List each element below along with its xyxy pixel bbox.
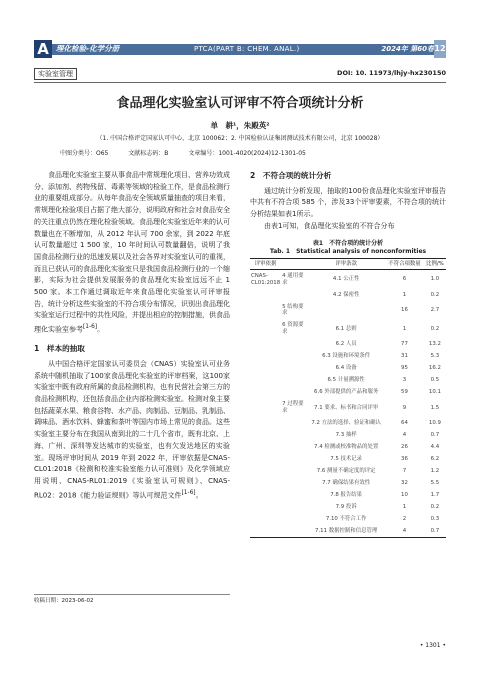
percent-cell: 5.3 (430, 353, 440, 360)
table-row (250, 363, 446, 375)
group-cell (281, 477, 307, 489)
count-cell: 3 (402, 377, 407, 384)
basis-cell (250, 375, 281, 387)
count-cell: 4 (402, 527, 407, 534)
percent-cell: 0.2 (430, 503, 440, 510)
clause-cell: 6.6 外部提供的产品和服务 (314, 389, 379, 396)
journal-english-name: PTCA(PART B: CHEM. ANAL.) (194, 45, 300, 53)
count-cell: 1 (402, 325, 407, 332)
clause-cell: 7.2 方法的选择、验证和确认 (311, 419, 381, 426)
count-cell: 59 (401, 389, 408, 396)
group-cell (281, 489, 307, 501)
citation: [1-6] (83, 324, 98, 331)
clause-cell: 7.6 测量不确定度的评定 (316, 467, 376, 474)
paper-title: 食品理化实验室认可评审不符合项统计分析 (116, 96, 364, 111)
group-cell (281, 351, 307, 363)
count-cell: 10 (401, 491, 408, 498)
count-cell: 1 (402, 291, 407, 298)
affiliation: （1. 中国合格评定国家认可中心，北京 100062；2. 中国检验认证集团测试技术有限公司，北京 100028） (96, 135, 384, 142)
group-cell (281, 513, 307, 525)
basis-cell (250, 363, 281, 375)
table-row (250, 399, 446, 418)
page-number: • 1301 • (419, 642, 446, 649)
clause-cell: 7.8 报告结果 (330, 491, 363, 498)
percent-cell: 0.3 (430, 515, 440, 522)
stats-paragraph: 通过统计分析发现，抽取的100份食品理化实验室评审报告中共有不符合项 585 个，涉及33个评审要素，不符合项的统计分析结果如表1所示。 (250, 186, 446, 219)
citation: [1-6] (181, 489, 196, 496)
clause-cell: 7.1 要求、标书和合同评审 (314, 404, 379, 411)
count-cell: 7 (402, 467, 407, 474)
journal-name: 理化检验-化学分册 (56, 44, 120, 53)
table-row (250, 387, 446, 399)
percent-cell: 0.2 (430, 325, 440, 332)
table-row (250, 453, 446, 465)
count-cell: 95 (401, 365, 408, 372)
sample-paragraph: 从中国合格评定国家认可委员会（CNAS）实验室认可业务系统中随机抽取了100家食品理化实验室的评审档案，这100家实验室中既有政府所属的食品检测机构，也有民营社会第三方的食品检测机构，还包括食品企业内部检测实验室。检测对象主要包括蔬菜水果、粮食谷物、水产品、肉制品、豆制品、乳制品、调味品、酒水饮料、蜂蜜和茶叶等国内市场上常见的食品。这些实验室主要分布在我国从南到北的二十几个省市，既有北京、上海、广州、深圳等发达城市的实验室，也有欠发达地区的实验室。现场评审时间从 2019 年到 2022 年，评审依据是CNAS-CL01:2018《检测和校准实验室能力认可准则》及化学领域应用说明、CNAS-RL01:2019《实验室认可规则》、CNAS-RL02：2018《能力验证规则》等认可规范文件[1-6]。 (34, 359, 230, 499)
group-cell (281, 339, 307, 351)
basis-cell (250, 525, 281, 537)
percent-cell: 1.0 (430, 276, 440, 283)
table-row (250, 465, 446, 477)
section-heading-2: 2 不符合项的统计分析 (250, 171, 332, 180)
basis-cell (250, 289, 281, 301)
table-row (250, 351, 446, 363)
header-rule (34, 82, 446, 83)
percent-cell: 2.7 (430, 307, 440, 314)
clause-cell: 4.2 保密性 (332, 291, 360, 298)
basis-cell: CNAS-CL01:2018 (251, 272, 281, 286)
group-cell (281, 417, 307, 429)
group-cell (281, 363, 307, 375)
header-count: 不符合项数量 (388, 260, 421, 267)
count-cell: 31 (401, 353, 408, 360)
count-cell: 36 (401, 455, 408, 462)
percent-cell: 0.7 (430, 431, 440, 438)
count-cell: 2 (402, 515, 407, 522)
page-tab: 12 (434, 40, 446, 58)
clause-cell: 7.4 检测或校准物品的处置 (314, 443, 379, 450)
clause-cell: 6.1 总则 (335, 325, 357, 332)
table-row (250, 301, 446, 320)
basis-cell (250, 513, 281, 525)
clause-cell: 7.11 数据控制和信息管理 (315, 527, 378, 534)
table-row (250, 320, 446, 339)
group-cell (281, 453, 307, 465)
clause-cell: 7.5 技术记录 (330, 455, 363, 462)
percent-cell: 10.1 (428, 389, 441, 396)
table-row (250, 441, 446, 453)
table-row (250, 513, 446, 525)
analysis-paragraph: 由表1可知，食品理化实验室的不符合分布 (264, 221, 395, 230)
left-column (34, 170, 230, 502)
count-cell: 77 (401, 341, 408, 348)
basis-cell (250, 489, 281, 501)
basis-cell (250, 441, 281, 453)
intro-paragraph: 食品理化实验室主要从事食品中常规理化项目、营养功效成分、添加剂、药物残留、毒素等领域的检验工作，是食品检测行业的重要组成部分。从每年食品安全领域质量抽查的项目来看，常规理化检验项目占据了绝大部分，说明政府和社会对食品安全的关注重点仍然在理化检验领域。食品理化实验室近年来的认可数量也在不断增加，从 2012 年认可 700 余家，到 2022 年底认可数量超过 1 500 家，10 年时间认可数量翻倍，说明了我国食品检测行业的迅速发展以及社会各界对实验室认可的重视，而且已获认可的食品理化实验室只是我国食品检测行业的一个缩影，实际为社会提供发展服务的食品理化实验室远远不止 1 500 家。本工作通过调取近年来食品理化实验室认可评审报告，统计分析这些实验室的不符合项分布情况，识别出食品理化实验室运行过程中的共性风险，并提出相应的控制措施，供食品理化实验室参考[1-6]。 (34, 171, 230, 334)
header-basis: 评审依据 (254, 260, 277, 267)
count-cell: 32 (401, 479, 408, 486)
group-cell: 6 资源要求 (282, 322, 304, 336)
count-cell: 26 (401, 443, 408, 450)
basis-cell (250, 301, 281, 320)
percent-cell: 1.7 (430, 491, 440, 498)
table-row (250, 289, 446, 301)
received-date: 收稿日期：2023-06-02 (34, 594, 230, 605)
authors: 单 耕¹，朱殿英² (210, 121, 270, 130)
right-column (250, 170, 446, 538)
group-cell (281, 501, 307, 513)
percent-cell: 10.9 (428, 419, 441, 426)
section-heading-1: 1 样本的抽取 (34, 344, 85, 354)
clause-cell: 7.9 投诉 (335, 503, 357, 510)
count-cell: 9 (402, 404, 407, 411)
clause-cell: 7.7 确保结果有效性 (322, 479, 371, 486)
doi: DOI: 10. 11973/lhjy-hx230150 (337, 69, 446, 77)
clc-number: 中图分类号：O65 (60, 150, 109, 157)
table-row (250, 270, 446, 289)
header-group (281, 258, 307, 270)
clause-cell: 7.10 不符合工作 (325, 515, 367, 522)
basis-cell (250, 465, 281, 477)
table-row (250, 489, 446, 501)
table-caption-cn: 表1 不符合项的统计分析 (312, 239, 384, 247)
article-number: 文章编号：1001-4020(2024)12-1301-05 (188, 150, 306, 157)
header-clause: 评审条款 (335, 260, 357, 267)
clause-cell (307, 301, 385, 320)
basis-cell (250, 399, 281, 418)
group-cell (281, 465, 307, 477)
basis-cell (250, 387, 281, 399)
clause-cell: 6.4 设备 (335, 365, 357, 372)
percent-cell: 0.5 (430, 377, 440, 384)
percent-cell: 13.2 (428, 341, 441, 348)
document-code: 文献标志码：B (128, 150, 169, 157)
table-row (250, 339, 446, 351)
group-cell: 5 结构要求 (282, 303, 304, 317)
basis-cell (250, 351, 281, 363)
group-cell (281, 441, 307, 453)
header-percent: 比例/% (426, 260, 444, 267)
count-cell: 16 (401, 307, 408, 314)
count-cell: 1 (402, 503, 407, 510)
group-cell (281, 525, 307, 537)
article-meta (60, 149, 324, 158)
basis-cell (250, 417, 281, 429)
issue-info: 2024年 第60卷 (381, 45, 434, 53)
table-header-row (250, 258, 446, 270)
basis-cell (250, 429, 281, 441)
group-cell (281, 289, 307, 301)
table-caption-en: Tab. 1 Statistical analysis of nonconformities (269, 247, 427, 255)
clause-cell: 6.2 人员 (335, 341, 357, 348)
table-row (250, 525, 446, 537)
column-tag: 实验室管理 (34, 68, 77, 80)
group-cell (281, 429, 307, 441)
percent-cell: 1.2 (430, 467, 440, 474)
clause-cell: 6.3 设施和环境条件 (322, 353, 371, 360)
basis-cell (250, 320, 281, 339)
percent-cell: 5.5 (430, 479, 440, 486)
basis-cell (250, 453, 281, 465)
basis-cell (250, 501, 281, 513)
nonconformity-table (250, 258, 446, 539)
table-row (250, 375, 446, 387)
journal-logo: A (34, 40, 52, 58)
count-cell: 4 (402, 431, 407, 438)
percent-cell: 4.4 (430, 443, 440, 450)
percent-cell: 6.2 (430, 455, 440, 462)
percent-cell: 16.2 (428, 365, 441, 372)
percent-cell: 1.5 (430, 404, 440, 411)
basis-cell (250, 477, 281, 489)
count-cell: 6 (402, 276, 407, 283)
table-row (250, 429, 446, 441)
group-cell: 7 过程要求 (282, 401, 304, 414)
table-row (250, 501, 446, 513)
percent-cell: 0.7 (430, 527, 440, 534)
basis-cell (250, 339, 281, 351)
clause-cell: 4.1 公正性 (332, 276, 360, 283)
journal-header (34, 40, 446, 58)
clause-cell: 6.5 计量溯源性 (327, 377, 365, 384)
percent-cell: 0.2 (430, 291, 440, 298)
table-row (250, 477, 446, 489)
group-cell: 4 通用要求 (282, 272, 304, 286)
clause-cell: 7.3 抽样 (335, 431, 357, 438)
table-row (250, 417, 446, 429)
group-cell (281, 387, 307, 399)
group-cell (281, 375, 307, 387)
count-cell: 64 (401, 419, 408, 426)
